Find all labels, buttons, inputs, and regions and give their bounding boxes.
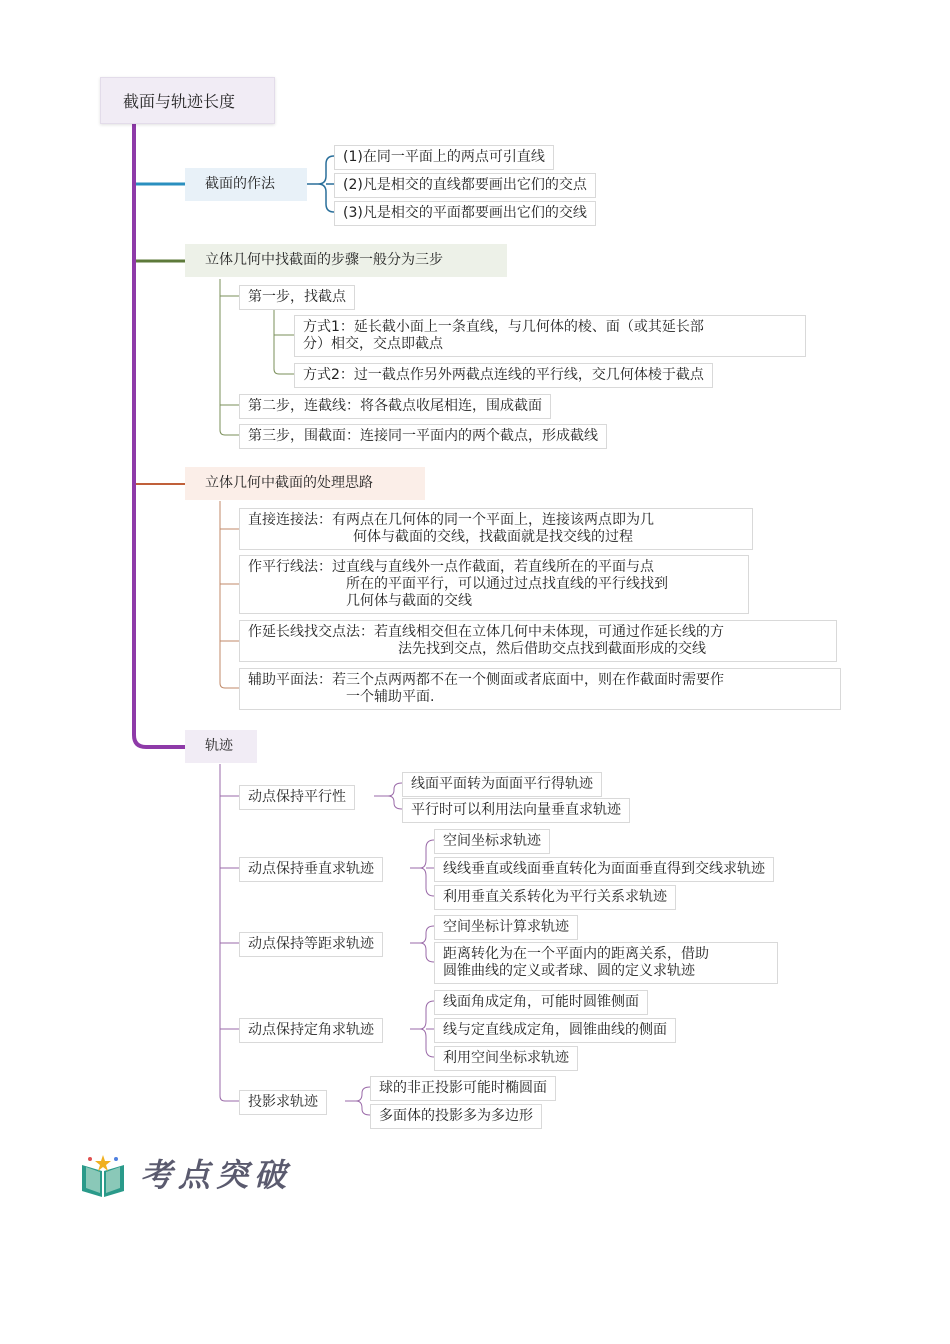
s3-method-direct: 直接连接法：有两点在几何体的同一个平面上，连接该两点即为几 何体与截面的交线，找截面就是找交线的过程: [239, 508, 753, 550]
s3-method-extension: 作延长线找交点法：若直线相交但在立体几何中未体现，可通过作延长线的方 法先找到交点，然后借助交点找到截面形成的交线: [239, 620, 837, 662]
s4-g3-item-1: 空间坐标计算求轨迹: [434, 915, 578, 940]
s4-g2-item-1: 空间坐标求轨迹: [434, 829, 550, 854]
s2-step1-way-1: 方式1：延长截小面上一条直线，与几何体的棱、面（或其延长部 分）相交，交点即截点: [294, 315, 806, 357]
s4-g3-item-2: 距离转化为在一个平面内的距离关系，借助 圆锥曲线的定义或者球、圆的定义求轨迹: [434, 942, 778, 984]
brand-title: 考点突破: [140, 1156, 293, 1194]
s4-g5-item-2: 多面体的投影多为多边形: [370, 1104, 542, 1129]
s3-method-parallel: 作平行线法：过直线与直线外一点作截面，若直线所在的平面与点 所在的平面平行，可以通过过点找直线的平行线找到 几何体与截面的交线: [239, 555, 749, 614]
s4-group-equidistant: 动点保持等距求轨迹: [239, 932, 383, 957]
s3-method-auxiliary: 辅助平面法：若三个点两两都不在一个侧面或者底面中，则在作截面时需要作 一个辅助平面.: [239, 668, 841, 710]
s4-g5-item-1: 球的非正投影可能时椭圆面: [370, 1076, 556, 1101]
section-cross-section-method: 截面的作法: [185, 168, 307, 201]
s4-group-fixed-angle: 动点保持定角求轨迹: [239, 1018, 383, 1043]
s1-item-2: (2)凡是相交的直线都要画出它们的交点: [334, 173, 596, 198]
section-processing-ideas: 立体几何中截面的处理思路: [185, 467, 425, 500]
s2-step-2: 第二步，连截线：将各截点收尾相连，围成截面: [239, 394, 551, 419]
book-icon: [78, 1153, 128, 1199]
s2-step-3: 第三步，围截面：连接同一平面内的两个截点，形成截线: [239, 424, 607, 449]
s4-group-parallel: 动点保持平行性: [239, 785, 355, 810]
s4-g2-item-2: 线线垂直或线面垂直转化为面面垂直得到交线求轨迹: [434, 857, 774, 882]
s4-g4-item-2: 线与定直线成定角，圆锥曲线的侧面: [434, 1018, 676, 1043]
s2-step-1: 第一步，找截点: [239, 285, 355, 310]
s4-g4-item-3: 利用空间坐标求轨迹: [434, 1046, 578, 1071]
s4-g1-item-1: 线面平面转为面面平行得轨迹: [402, 772, 602, 797]
section-trajectory: 轨迹: [185, 730, 257, 763]
root-topic: 截面与轨迹长度: [100, 77, 275, 124]
s4-g1-item-2: 平行时可以利用法向量垂直求轨迹: [402, 798, 630, 823]
s1-item-3: (3)凡是相交的平面都要画出它们的交线: [334, 201, 596, 226]
s4-group-projection: 投影求轨迹: [239, 1090, 327, 1115]
s4-g4-item-1: 线面角成定角，可能时圆锥侧面: [434, 990, 648, 1015]
s4-group-perpendicular: 动点保持垂直求轨迹: [239, 857, 383, 882]
s1-item-1: (1)在同一平面上的两点可引直线: [334, 145, 554, 170]
s2-step1-way-2: 方式2：过一截点作另外两截点连线的平行线，交几何体棱于截点: [294, 363, 713, 388]
s4-g2-item-3: 利用垂直关系转化为平行关系求轨迹: [434, 885, 676, 910]
section-three-steps: 立体几何中找截面的步骤一般分为三步: [185, 244, 507, 277]
